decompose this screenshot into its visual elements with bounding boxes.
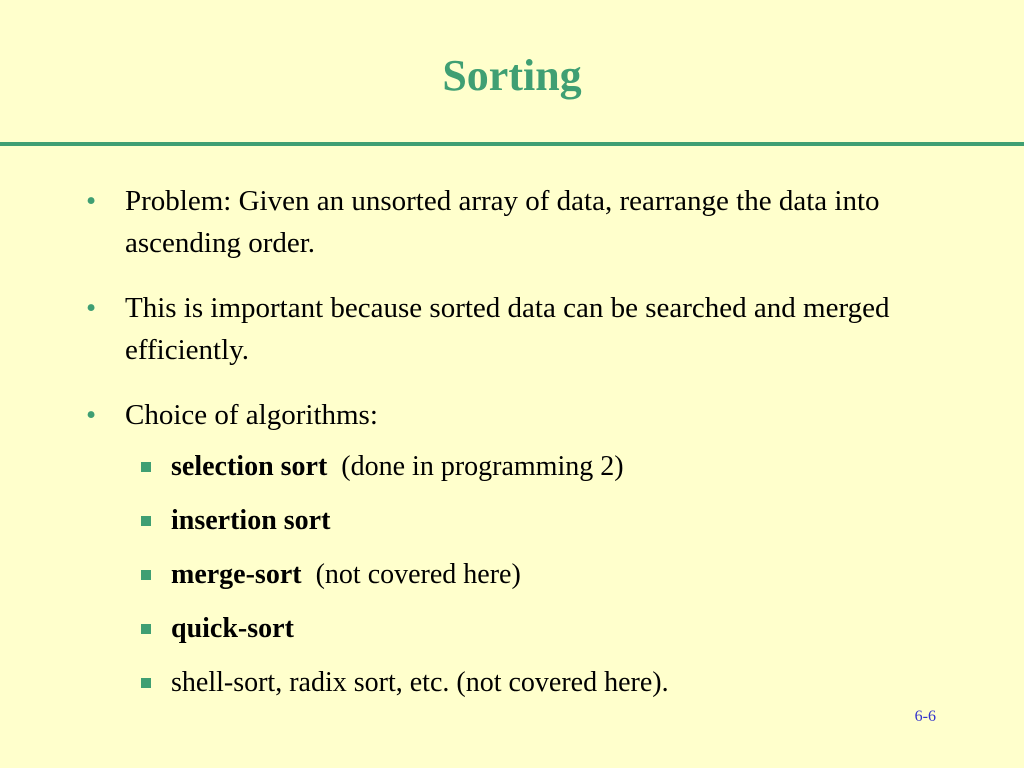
bullet-text: Problem: Given an unsorted array of data, rearrange the data into ascending order.: [125, 185, 880, 259]
algorithm-name: insertion sort: [171, 505, 331, 536]
bullet-dot-icon: •: [86, 185, 97, 217]
square-bullet-icon: [141, 624, 151, 634]
algorithm-note: (not covered here): [315, 559, 521, 590]
sub-bullet-text: [171, 449, 624, 485]
page-number: 6-6: [914, 708, 936, 725]
algorithm-name: selection sort: [171, 451, 328, 482]
sub-bullet-text: [171, 557, 521, 593]
square-bullet-icon: [141, 570, 151, 580]
slide-title: Sorting: [442, 51, 582, 100]
square-bullet-icon: [141, 462, 151, 472]
square-bullet-icon: [141, 516, 151, 526]
algorithm-name: quick-sort: [171, 613, 294, 644]
square-bullet-icon: [141, 678, 151, 688]
sub-bullet-text: [171, 611, 294, 647]
algorithm-name: merge-sort: [171, 559, 302, 590]
sub-bullet-text: [171, 503, 330, 539]
bullet-dot-icon: •: [86, 292, 97, 324]
bullet-dot-icon: •: [86, 399, 97, 431]
sub-bullet-text: [171, 665, 669, 701]
bullet-text: Choice of algorithms:: [125, 399, 378, 431]
algorithm-note: (done in programming 2): [341, 451, 624, 482]
algorithm-note: shell-sort, radix sort, etc. (not covered here).: [171, 667, 669, 698]
bullet-text: This is important because sorted data can be searched and merged efficiently.: [125, 292, 890, 366]
